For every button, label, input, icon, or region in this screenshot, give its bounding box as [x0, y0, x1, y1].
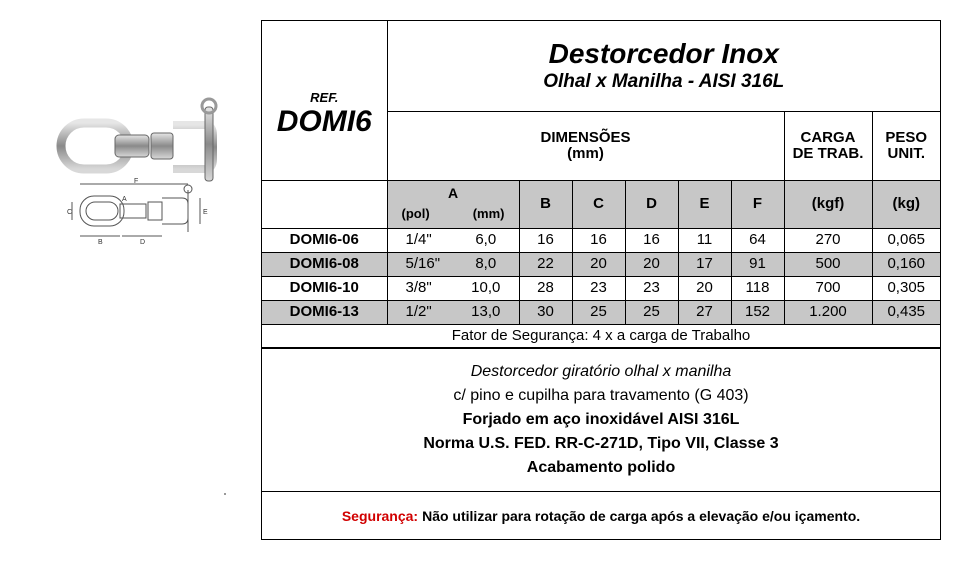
row-f: 152 [731, 300, 784, 324]
colhead-kg: (kg) [872, 180, 940, 228]
colhead-a-label: A [447, 185, 459, 201]
table-row [262, 252, 940, 276]
load-header-line2: DE TRAB. [792, 144, 864, 162]
row-kg: 0,305 [872, 276, 940, 300]
ref-code: DOMI6 [276, 105, 372, 139]
row-e: 17 [678, 252, 731, 276]
row-e: 11 [678, 228, 731, 252]
page-title: Destorcedor Inox [548, 38, 779, 70]
drawing-label-b: B [98, 239, 103, 246]
row-mm: 8,0 [453, 252, 519, 276]
row-kgf: 270 [784, 228, 872, 252]
spec-table [262, 21, 940, 348]
row-c: 16 [572, 228, 625, 252]
drawing-label-c: C [67, 209, 73, 216]
row-f: 118 [731, 276, 784, 300]
description-line1: Destorcedor giratório olhal x manilha [470, 363, 732, 380]
load-header [784, 111, 872, 180]
row-pol: 1/2" [387, 300, 453, 324]
safety-text: Não utilizar para rotação de carga após a elevação e/ou içamento. [422, 508, 861, 524]
stray-mark [224, 493, 226, 495]
weight-header-line2: UNIT. [887, 144, 925, 162]
colhead-b: B [519, 180, 572, 228]
row-d: 20 [625, 252, 678, 276]
colhead-blank [262, 180, 387, 228]
colhead-c: C [572, 180, 625, 228]
table-row [262, 300, 940, 324]
colhead-e: E [678, 180, 731, 228]
drawing-label-f: F [134, 178, 139, 185]
row-pol: 5/16" [387, 252, 453, 276]
row-kg: 0,160 [872, 252, 940, 276]
colhead-a-pol: (pol) [401, 206, 430, 222]
description-line4: Norma U.S. FED. RR-C-271D, Tipo VII, Classe 3 [423, 435, 779, 452]
row-pol: 1/4" [387, 228, 453, 252]
table-row [262, 228, 940, 252]
row-mm: 6,0 [453, 228, 519, 252]
row-mm: 10,0 [453, 276, 519, 300]
colhead-f: F [731, 180, 784, 228]
row-d: 23 [625, 276, 678, 300]
row-e: 27 [678, 300, 731, 324]
dimensions-unit: (mm) [567, 144, 604, 162]
product-photo [55, 95, 230, 185]
row-code: DOMI6-13 [262, 300, 387, 324]
row-b: 30 [519, 300, 572, 324]
colhead-d: D [625, 180, 678, 228]
safety-label: Segurança: [341, 508, 419, 524]
row-kgf: 500 [784, 252, 872, 276]
row-kgf: 1.200 [784, 300, 872, 324]
row-c: 23 [572, 276, 625, 300]
row-c: 25 [572, 300, 625, 324]
drawing-label-d: D [140, 239, 146, 246]
row-code: DOMI6-08 [262, 252, 387, 276]
technical-drawing [67, 178, 215, 246]
weight-header [872, 111, 940, 180]
description-block [262, 348, 940, 492]
row-c: 20 [572, 252, 625, 276]
title-cell [387, 21, 940, 111]
table-row [262, 276, 940, 300]
ref-cell [262, 21, 387, 180]
ref-label: REF. [310, 89, 339, 105]
row-b: 28 [519, 276, 572, 300]
load-header-line1: CARGA [800, 128, 856, 146]
row-code: DOMI6-06 [262, 228, 387, 252]
safety-warning [262, 491, 940, 540]
row-f: 91 [731, 252, 784, 276]
description-line2: c/ pino e cupilha para travamento (G 403) [453, 387, 749, 404]
row-d: 16 [625, 228, 678, 252]
description-line5: Acabamento polido [526, 459, 676, 476]
dimensions-header [387, 111, 784, 180]
drawing-label-a: A [122, 196, 127, 203]
row-pol: 3/8" [387, 276, 453, 300]
dimensions-label: DIMENSÕES [540, 128, 631, 146]
page-subtitle: Olhal x Manilha - AISI 316L [543, 71, 785, 93]
description-line3: Forjado em aço inoxidável AISI 316L [462, 411, 740, 428]
row-mm: 13,0 [453, 300, 519, 324]
drawing-label-e: E [203, 209, 208, 216]
row-e: 20 [678, 276, 731, 300]
colhead-a-mm: (mm) [472, 206, 505, 222]
row-f: 64 [731, 228, 784, 252]
weight-header-line1: PESO [885, 128, 928, 146]
row-kgf: 700 [784, 276, 872, 300]
row-b: 16 [519, 228, 572, 252]
spec-sheet [261, 20, 941, 540]
colhead-a [387, 180, 519, 228]
colhead-kgf: (kgf) [784, 180, 872, 228]
row-b: 22 [519, 252, 572, 276]
row-code: DOMI6-10 [262, 276, 387, 300]
row-d: 25 [625, 300, 678, 324]
safety-factor: Fator de Segurança: 4 x a carga de Trabalho [262, 324, 940, 347]
row-kg: 0,065 [872, 228, 940, 252]
row-kg: 0,435 [872, 300, 940, 324]
